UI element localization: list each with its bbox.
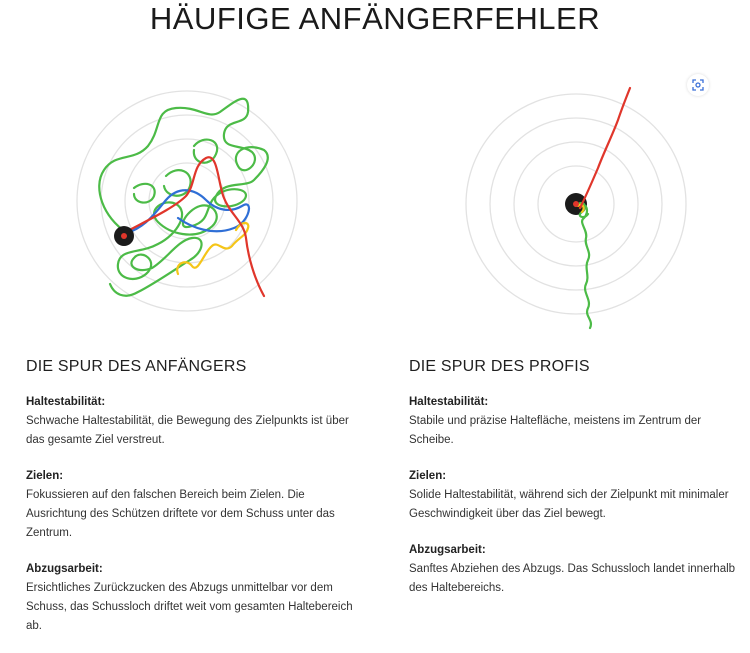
pro-column (409, 357, 739, 615)
section-label: Abzugsarbeit: (409, 544, 486, 556)
section-label: Haltestabilität: (26, 396, 106, 408)
section-label: Zielen: (26, 470, 64, 482)
target-rings (77, 91, 297, 311)
beginner-aim-section (26, 467, 356, 543)
page-title: HÄUFIGE ANFÄNGERFEHLER (149, 1, 601, 36)
section-text: Solide Haltestabilität, während sich der Zielpunkt mit minimaler Geschwindigkeit über das Ziel bewegt. (409, 489, 729, 520)
section-text: Sanftes Abziehen des Abzugs. Das Schussloch landet innerhalb des Haltebereichs. (409, 563, 736, 594)
after-shot-trace (580, 88, 630, 208)
pro-target-trace (460, 80, 706, 332)
section-text: Schwache Haltestabilität, die Bewegung des Zielpunkts ist über das gesamte Ziel verstreut. (26, 415, 349, 446)
pro-hold-section (409, 393, 739, 450)
section-text: Fokussieren auf den falschen Bereich beim Zielen. Die Ausrichtung des Schützen driftete vor dem Schuss unter das Zentrum. (26, 489, 335, 539)
pro-aim-section (409, 467, 739, 524)
beginner-hold-section (26, 393, 356, 450)
beginner-trigger-section (26, 560, 356, 636)
section-label: Abzugsarbeit: (26, 563, 103, 575)
section-label: Zielen: (409, 470, 447, 482)
pro-heading: DIE SPUR DES PROFIS (409, 358, 590, 375)
zoom-icon (692, 79, 704, 91)
beginner-column (26, 357, 356, 653)
beginner-heading: DIE SPUR DES ANFÄNGERS (26, 358, 247, 375)
section-text: Ersichtliches Zurückzucken des Abzugs unmittelbar vor dem Schuss, das Schussloch driftet weit vom gesamten Haltebereich ab. (26, 582, 353, 632)
zoom-button[interactable] (687, 74, 709, 96)
section-label: Haltestabilität: (409, 396, 489, 408)
beginner-target-trace (74, 88, 300, 314)
section-text: Stabile und präzise Haltefläche, meistens im Zentrum der Scheibe. (409, 415, 702, 446)
pro-trigger-section (409, 541, 739, 598)
